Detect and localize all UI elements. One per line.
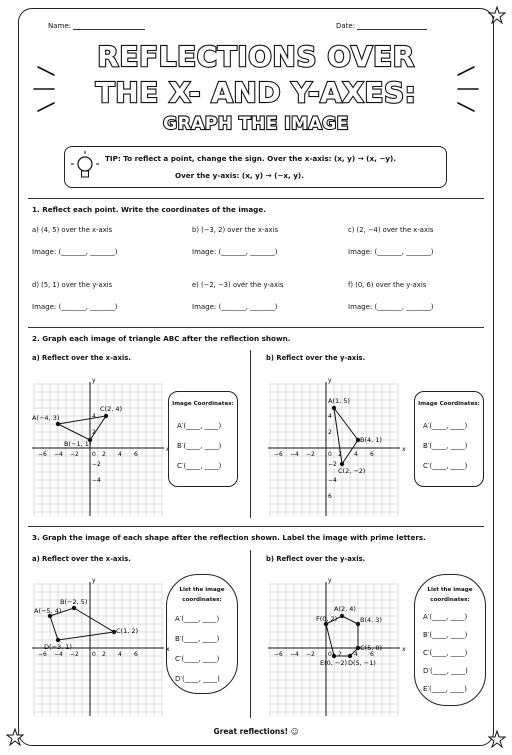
vertex-label: A(2, 4)	[334, 605, 356, 613]
lightbulb-icon	[71, 151, 99, 183]
origin-label: 0	[92, 651, 96, 658]
date-field[interactable]	[336, 22, 427, 30]
section3-a-label: a) Reflect over the x-axis.	[32, 555, 131, 563]
tip-line-1: TIP: To reflect a point, change the sign. Over the x-axis: (x, y) → (x, −y).	[105, 154, 397, 163]
vertex-point	[56, 638, 60, 642]
x-tick-label: −4	[54, 451, 63, 458]
y-tick-label: −4	[328, 477, 337, 484]
x-tick-label: 4	[354, 651, 358, 658]
divider	[28, 198, 484, 199]
tip-line-2: Over the y-axis: (x, y) → (−x, y).	[175, 171, 304, 180]
name-field[interactable]	[48, 22, 145, 30]
vertex-point	[56, 422, 60, 426]
item-f: f) (0, 6) over the y-axis	[348, 281, 427, 289]
graph-3b	[260, 568, 410, 716]
answer-e-prime[interactable]: E′(____, ____)	[423, 685, 467, 693]
answer-c-prime[interactable]: C′(____, ____)	[175, 655, 220, 663]
date-label: Date:	[336, 22, 356, 30]
section2-heading: 2. Graph each image of triangle ABC after the reflection shown.	[32, 334, 291, 343]
panel-title: Image Coordinates:	[172, 401, 234, 407]
image-coordinates-panel-a	[168, 391, 238, 487]
y-tick-label: −4	[92, 477, 101, 484]
vertex-point	[332, 654, 336, 658]
x-tick-label: 2	[338, 651, 342, 658]
answer-c-prime[interactable]: C′(____, ____)	[177, 462, 222, 470]
x-tick-label: 6	[134, 451, 138, 458]
y-axis-label: y	[92, 577, 96, 584]
x-tick-label: −6	[38, 651, 47, 658]
item-c: c) (2, −4) over the x-axis	[348, 226, 434, 234]
x-tick-label: 2	[102, 451, 106, 458]
answer-d-prime[interactable]: D′(____, ____)	[175, 675, 220, 683]
x-tick-label: −4	[290, 651, 299, 658]
answer-c-prime[interactable]: C′(____, ____)	[423, 462, 468, 470]
y-tick-label: 2	[328, 429, 332, 436]
y-tick-label: 6	[328, 493, 332, 500]
vertex-point	[72, 606, 76, 610]
section1-heading: 1. Reflect each point. Write the coordinates of the image.	[32, 205, 266, 214]
title-line-1: REFLECTIONS OVER	[97, 40, 415, 73]
cloud-title: coordinates:	[430, 597, 470, 603]
cloud-title: List the image	[179, 587, 225, 593]
section3-heading: 3. Graph the image of each shape after the reflection shown. Label the image with prime letters.	[32, 533, 426, 542]
y-tick-label: 4	[328, 413, 332, 420]
star-icon	[488, 6, 506, 24]
x-tick-label: −6	[274, 651, 283, 658]
image-answer-b[interactable]: Image: (_______, _______)	[192, 248, 278, 256]
y-axis-label: y	[328, 377, 332, 384]
y-axis-label: y	[92, 377, 96, 384]
vertex-label: A(−4, 3)	[32, 414, 60, 422]
origin-label: 0	[328, 451, 332, 458]
cloud-panel-b	[414, 574, 486, 706]
x-tick-label: 2	[338, 451, 342, 458]
footer-message: Great reflections! ☺	[213, 727, 299, 736]
vertex-label: C(2, 4)	[100, 405, 123, 413]
x-axis-label: x	[166, 446, 170, 453]
x-axis-label: x	[402, 646, 406, 653]
x-tick-label: −2	[70, 651, 79, 658]
divider	[28, 327, 484, 328]
vertex-label: D(−3, 1)	[44, 643, 72, 651]
divider	[28, 526, 484, 527]
x-tick-label: −6	[274, 451, 283, 458]
vertex-label: A(−5, 4)	[34, 607, 62, 615]
vertex-point	[340, 462, 344, 466]
x-tick-label: 4	[354, 451, 358, 458]
answer-b-prime[interactable]: B′(____, ____)	[423, 442, 468, 450]
y-axis-label: y	[328, 577, 332, 584]
x-tick-label: 4	[118, 651, 122, 658]
vertex-label: B(−1, 1)	[64, 440, 92, 448]
vertex-label: E(0, −2)	[320, 659, 348, 667]
vertex-label: C(1, 2)	[116, 627, 139, 635]
x-tick-label: −2	[306, 651, 315, 658]
vertex-label: C(5, 0)	[360, 644, 383, 652]
name-label: Name:	[48, 22, 72, 30]
vertex-label: F(0, 2)	[316, 615, 338, 623]
sparkle-right-icon	[444, 55, 484, 115]
cloud-title: List the image	[427, 587, 473, 593]
image-answer-c[interactable]: Image: (_______, _______)	[348, 248, 434, 256]
image-coordinates-panel-b	[414, 391, 484, 487]
column-divider	[250, 350, 251, 518]
vertex-label: C(2, −2)	[338, 467, 366, 475]
image-answer-f[interactable]: Image: (_______, _______)	[348, 303, 434, 311]
answer-a-prime[interactable]: A′(____, ____)	[177, 422, 222, 430]
graph-3a	[28, 568, 170, 716]
vertex-label: B(−2, 5)	[60, 598, 88, 606]
x-tick-label: −4	[290, 451, 299, 458]
image-answer-d[interactable]: Image: (_______, _______)	[32, 303, 118, 311]
y-tick-label: −2	[328, 461, 337, 468]
vertex-label: B(4, 3)	[360, 616, 382, 624]
x-tick-label: 4	[118, 451, 122, 458]
image-answer-a[interactable]: Image: (_______, _______)	[32, 248, 118, 256]
y-tick-label: 2	[92, 429, 96, 436]
cloud-title: coordinates:	[182, 597, 222, 603]
tip-box	[64, 146, 447, 188]
item-d: d) (5, 1) over the y-axis	[32, 281, 113, 289]
x-tick-label: 6	[370, 451, 374, 458]
x-tick-label: −4	[54, 651, 63, 658]
vertex-point	[340, 614, 344, 618]
x-tick-label: −6	[38, 451, 47, 458]
vertex-point	[348, 654, 352, 658]
x-axis-label: x	[402, 446, 406, 453]
x-tick-label: 6	[134, 651, 138, 658]
item-e: e) (−2, −3) over the y-axis	[192, 281, 284, 289]
graph-2a	[28, 368, 170, 516]
x-tick-label: −2	[306, 451, 315, 458]
vertex-point	[332, 406, 336, 410]
origin-label: 0	[92, 451, 96, 458]
section2-a-label: a) Reflect over the x-axis.	[32, 354, 131, 362]
section2-b-label: b) Reflect over the y-axis.	[266, 354, 366, 362]
answer-b-prime[interactable]: B′(____, ____)	[423, 631, 468, 639]
answer-b-prime[interactable]: B′(____, ____)	[177, 442, 222, 450]
answer-c-prime[interactable]: C′(____, ____)	[423, 649, 468, 657]
y-tick-label: −2	[92, 461, 101, 468]
image-answer-e[interactable]: Image: (_______, _______)	[192, 303, 278, 311]
answer-a-prime[interactable]: A′(____, ____)	[423, 613, 468, 621]
x-tick-label: 2	[102, 651, 106, 658]
x-tick-label: −2	[70, 451, 79, 458]
answer-a-prime[interactable]: A′(____, ____)	[423, 422, 468, 430]
item-b: b) (−3, 2) over the x-axis	[192, 226, 278, 234]
answer-b-prime[interactable]: B′(____, ____)	[175, 635, 220, 643]
answer-a-prime[interactable]: A′(____, ____)	[175, 615, 220, 623]
title-line-2: THE X- AND Y-AXES:	[95, 76, 417, 109]
panel-title: Image Coordinates:	[418, 401, 480, 407]
sparkle-left-icon	[28, 55, 68, 115]
column-divider	[250, 550, 251, 718]
x-axis-label: x	[166, 646, 170, 653]
answer-d-prime[interactable]: D′(____, ____)	[423, 667, 468, 675]
vertex-label: B(4, 1)	[360, 436, 382, 444]
vertex-label: A(1, 5)	[328, 397, 350, 405]
section3-b-label: b) Reflect over the y-axis.	[266, 555, 366, 563]
graph-2b	[260, 368, 410, 516]
origin-label: 0	[328, 651, 332, 658]
vertex-point	[104, 414, 108, 418]
title-line-3: GRAPH THE IMAGE	[163, 114, 349, 134]
vertex-label: D(5, −1)	[348, 659, 376, 667]
cloud-panel-a	[166, 574, 238, 694]
item-a: a) (4, 5) over the x-axis	[32, 226, 113, 234]
x-tick-label: 6	[370, 651, 374, 658]
y-tick-label: 4	[92, 413, 96, 420]
